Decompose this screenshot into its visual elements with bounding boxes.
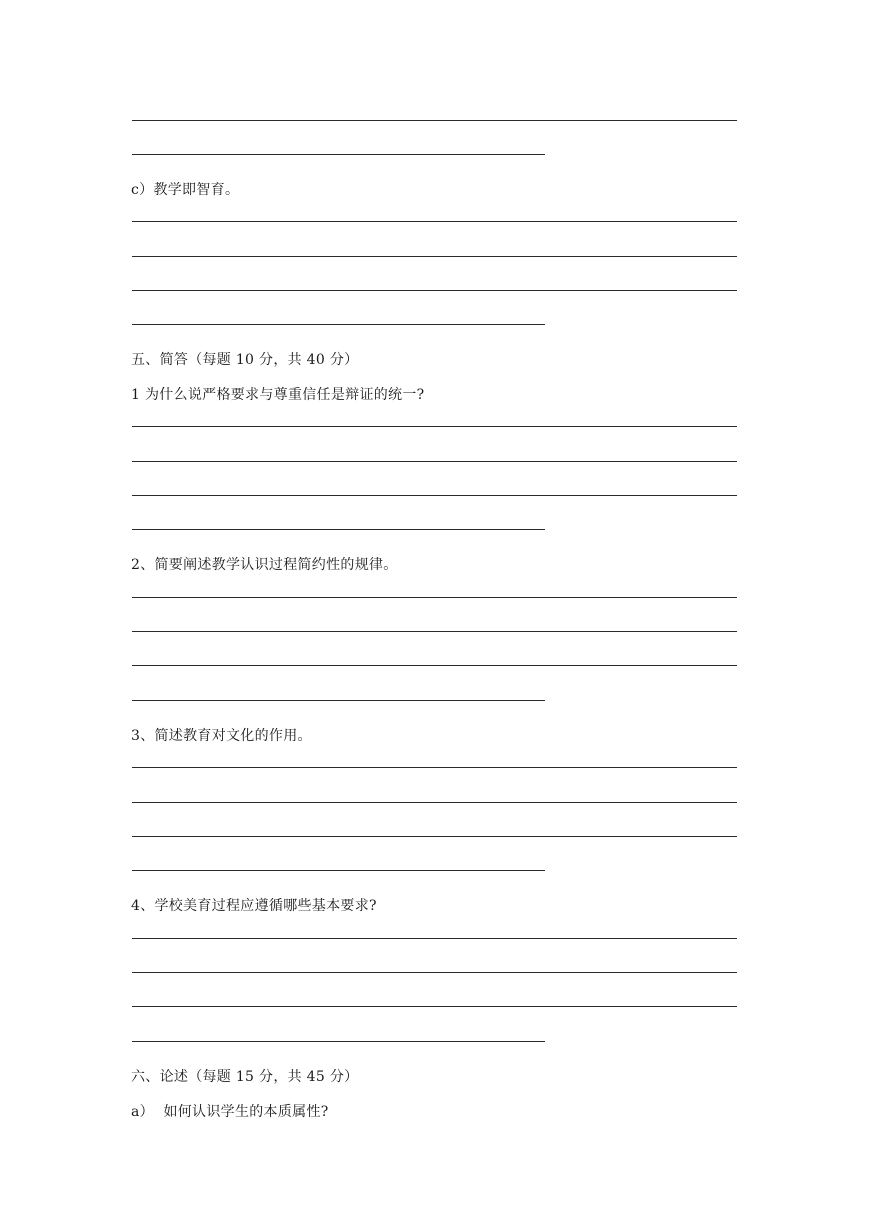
question-4: 4、学校美育过程应遵循哪些基本要求? [131, 898, 377, 914]
answer-line [132, 1041, 545, 1042]
answer-line [132, 665, 737, 666]
answer-line [132, 461, 737, 462]
answer-line [132, 802, 737, 803]
answer-line [132, 836, 737, 837]
answer-line [132, 938, 737, 939]
answer-line [132, 324, 545, 325]
section-6-heading: 六、论述（每题 15 分，共 45 分） [131, 1069, 359, 1085]
question-1: 1 为什么说严格要求与尊重信任是辩证的统一? [131, 387, 425, 403]
answer-line [132, 767, 737, 768]
question-a: a） 如何认识学生的本质属性? [131, 1104, 329, 1120]
section-5-heading: 五、简答（每题 10 分，共 40 分） [131, 352, 359, 368]
answer-line [132, 972, 737, 973]
answer-line [132, 290, 737, 291]
answer-line [132, 495, 737, 496]
answer-line [132, 154, 545, 155]
answer-line [132, 529, 545, 530]
answer-line [132, 256, 737, 257]
answer-line [132, 120, 737, 121]
answer-line [132, 426, 737, 427]
answer-line [132, 870, 545, 871]
question-2: 2、简要阐述教学认识过程简约性的规律。 [131, 557, 398, 573]
answer-line [132, 221, 737, 222]
answer-line [132, 1006, 737, 1007]
answer-line [132, 597, 737, 598]
question-c: c）教学即智育。 [131, 182, 240, 198]
question-3: 3、简述教育对文化的作用。 [131, 728, 312, 744]
answer-line [132, 631, 737, 632]
answer-line [132, 700, 545, 701]
